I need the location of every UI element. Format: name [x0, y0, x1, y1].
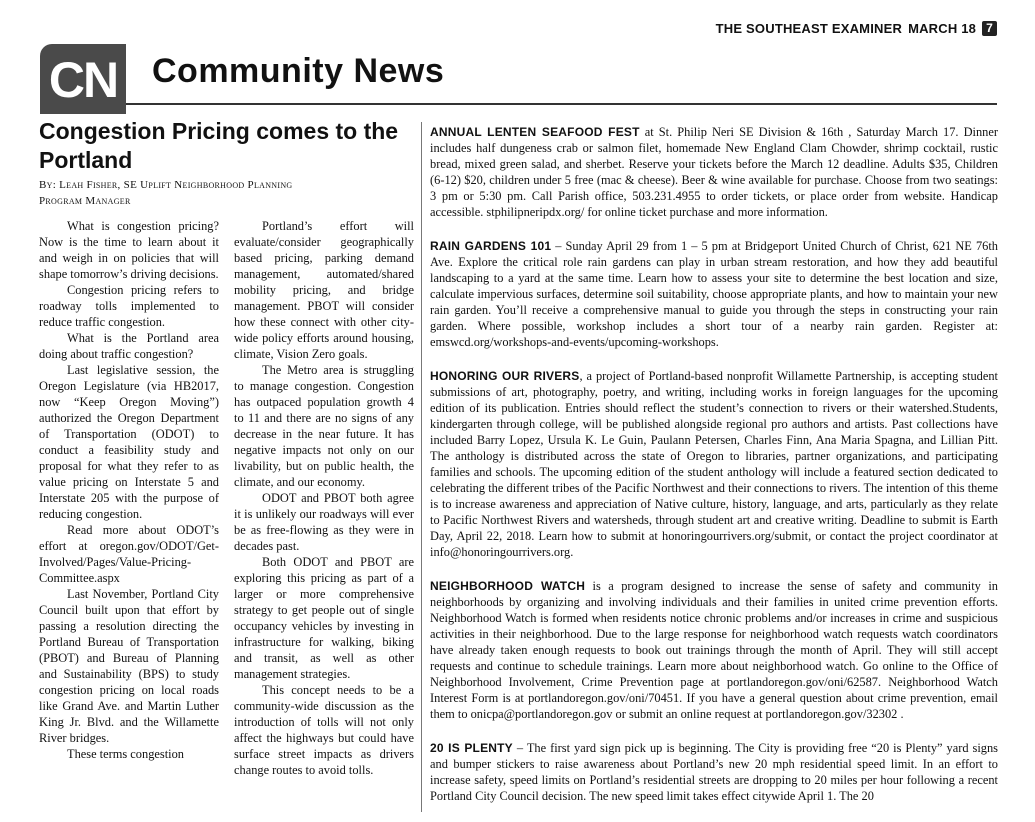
masthead	[716, 21, 997, 36]
brief-text: at St. Philip Neri SE Division & 16th , Saturday March 17. Dinner includes half dungeness crab or salmon filet, homemade New England Clam Chowder, shrimp cocktail, rustic bread, mixed green salad, and sherbet. Reserve your tickets before the March 12 deadline. Adults $35, Children (6-12) $20, children under 5 free (mac & cheese). Beer & wine available for purchase. Choose from two seatings: 3 pm or 5:30 pm. Call Parish office, 503.231.4955 to order tickets, or place order from website. Handicap accessible. stphilipneripdx.org/ for online ticket purchase and more information.	[430, 125, 998, 219]
article-title-line-1: Congestion Pricing comes to the	[39, 118, 399, 144]
brief-seafood-fest	[430, 124, 998, 220]
paragraph: Portland’s effort will evaluate/consider geographically based pricing, parking demand management, automated/shared mobility pricing, and bridge management. PBOT will consider how these connect with other city-wide policy efforts around housing, climate, Vision Zero goals.	[234, 219, 414, 361]
paragraph: Congestion pricing refers to roadway tolls implemented to reduce traffic congestion.	[39, 283, 219, 329]
issue-date: MARCH 18	[908, 21, 977, 36]
publication-name: THE SOUTHEAST EXAMINER	[715, 21, 903, 36]
brief-rain-gardens	[430, 238, 998, 350]
brief-text: , a project of Portland-based nonprofit Willamette Partnership, is accepting student submissions of art, photography, poetry, and writing, including works in foreign languages for the upcoming edition of its publication. Entries should reflect the student’s connection to rivers or their watershed.Students, kindergarten through college, will be published alongside regional pro authors and artists. Past collections have included Barry Lopez, Ursula K. Le Guin, Paulann Petersen, Charles Finn, Ana Maria Spagna, and Lillian Pitt. The anthology is distributed across the state of Oregon to libraries, partner organizations, and participating families and schools. The upcoming edition of the student anthology will include a featured section dedicated to celebrating the different tribes of the Pacific Northwest and their connections to rivers. The intention of this theme is to increase awareness and appreciation of Native culture, history, language, and arts, particularly as they relate to Pacific Northwest Rivers and watersheds, through student art and creative writing. Deadline to submit is Earth Day, April 22, 2018. Learn how to submit at honoringourrivers.org/submit, or contact the project coordinator at info@honoringourrivers.org.	[430, 369, 999, 559]
article-title-line-2: Portland	[39, 147, 133, 173]
paragraph: The Metro area is struggling to manage congestion. Congestion has outpaced population growth 4 to 11 and there are no signs of any decrease in the near future. It has negative impacts not only on our livability, but on public health, the climate, and our economy.	[234, 363, 414, 489]
paragraph: This concept needs to be a community-wide discussion as the introduction of tolls will not only affect the highways but could have surface street impacts as drivers change routes to avoid tolls.	[234, 683, 414, 777]
brief-text: is a program designed to increase the sense of safety and community in neighborhoods by organizing and involving individuals and their families in united crime prevention efforts. Neighborhood Watch is formed when residents notice chronic problems and/or increases in crime and suspicious activities in their neighborhood. Due to the large response for neighborhood watch requests watch coordinators have already taken enough requests to book out trainings through the month of April. They will still accept requests and continue to schedule trainings. Learn more about neighborhood watch. Go online to the Office of Neighborhood Involvement, Crime Prevention page at portlandoregon.gov/oni/62587. Neighborhood Watch Interest Form is at portlandoregon.gov/oni/70451. If you have a general question about crime prevention, email them to onicpa@portlandoregon.gov or submit an online request at portlandoregon.gov/32302 .	[430, 579, 998, 721]
article-column-2	[234, 218, 414, 778]
page-number: 7	[982, 21, 997, 36]
paragraph: Last legislative session, the Oregon Legislature (via HB2017, now “Keep Oregon Moving”) authorized the Oregon Department of Transportation (ODOT) to conduct a feasibility study and proposal for what they refer to as value pricing on Interstate 5 and Interstate 205 with the purpose of reducing congestion.	[39, 363, 219, 521]
brief-heading: NEIGHBORHOOD WATCH	[430, 579, 586, 593]
paragraph: Read more about ODOT’s effort at oregon.gov/ODOT/Get-Involved/Pages/Value-Pricing-Committee.aspx	[39, 523, 219, 585]
paragraph: These terms congestion	[67, 747, 184, 761]
section-title: Community News	[152, 52, 445, 90]
brief-20-is-plenty	[430, 740, 998, 804]
section-logo-text: CN	[48, 52, 118, 108]
section-logo	[40, 44, 126, 114]
brief-text: – The first yard sign pick up is beginning. The City is providing free “20 is Plenty” yard signs and bumper stickers to raise awareness about Portland’s new 20 mph residential speed limit. In an effort to increase safety, speed limits on Portland’s residential streets are dropping to 20 miles per hour following a recent Portland City Council decision. The new speed limit takes effect citywide April 1. The 20	[430, 741, 999, 803]
brief-neighborhood-watch	[430, 578, 998, 722]
paragraph: Last November, Portland City Council built upon that effort by passing a resolution directing the Portland Bureau of Transportation (PBOT) and Bureau of Planning and Sustainability (BPS) to study congestion pricing on local roads like Grand Ave. and Martin Luther King Jr. Blvd. and the Willamette River bridges.	[39, 587, 219, 745]
community-briefs	[430, 124, 998, 822]
header-rule	[126, 103, 997, 105]
paragraph: What is the Portland area doing about traffic congestion?	[39, 331, 219, 361]
column-divider	[421, 122, 422, 812]
paragraph: Both ODOT and PBOT are exploring this pricing as part of a larger or more comprehensive strategy to get people out of single occupancy vehicles by investing in infrastructure for walking, biking and transit, as well as other management strategies.	[234, 555, 414, 681]
byline-line-1: By: Leah Fisher, SE Uplift Neighborhood Planning	[39, 179, 293, 191]
byline	[39, 177, 409, 209]
byline-line-2: Program Manager	[39, 195, 131, 207]
article-column-1	[39, 218, 219, 762]
brief-heading: HONORING OUR RIVERS	[430, 369, 580, 383]
brief-heading: ANNUAL LENTEN SEAFOOD FEST	[430, 125, 640, 139]
article-title	[39, 117, 409, 175]
brief-text: – Sunday April 29 from 1 – 5 pm at Bridgeport United Church of Christ, 621 NE 76th Ave. Explore the critical role rain gardens can play in urban stream restoration, and how they add beautiful landscaping to a yard at the same time. Learn how to assess your site to determine the best location and size, calculate impervious surfaces, determine soil suitability, choose appropriate plants, and how to maintain your new rain garden. You’ll receive a comprehensive manual to guide you through the steps in constructing your rain garden. Where possible, workshop includes a short tour of a nearby rain garden. Register at: emswcd.org/workshops-and-events/upcoming-workshops.	[430, 239, 998, 349]
paragraph: ODOT and PBOT both agree it is unlikely our roadways will ever be as free-flowing as they were in decades past.	[234, 491, 414, 553]
brief-heading: 20 IS PLENTY	[430, 741, 513, 755]
paragraph: What is congestion pricing? Now is the time to learn about it and weigh in on policies that will shape tomorrow’s driving decisions.	[39, 219, 219, 281]
brief-honoring-rivers	[430, 368, 998, 560]
brief-heading: RAIN GARDENS 101	[430, 239, 552, 253]
